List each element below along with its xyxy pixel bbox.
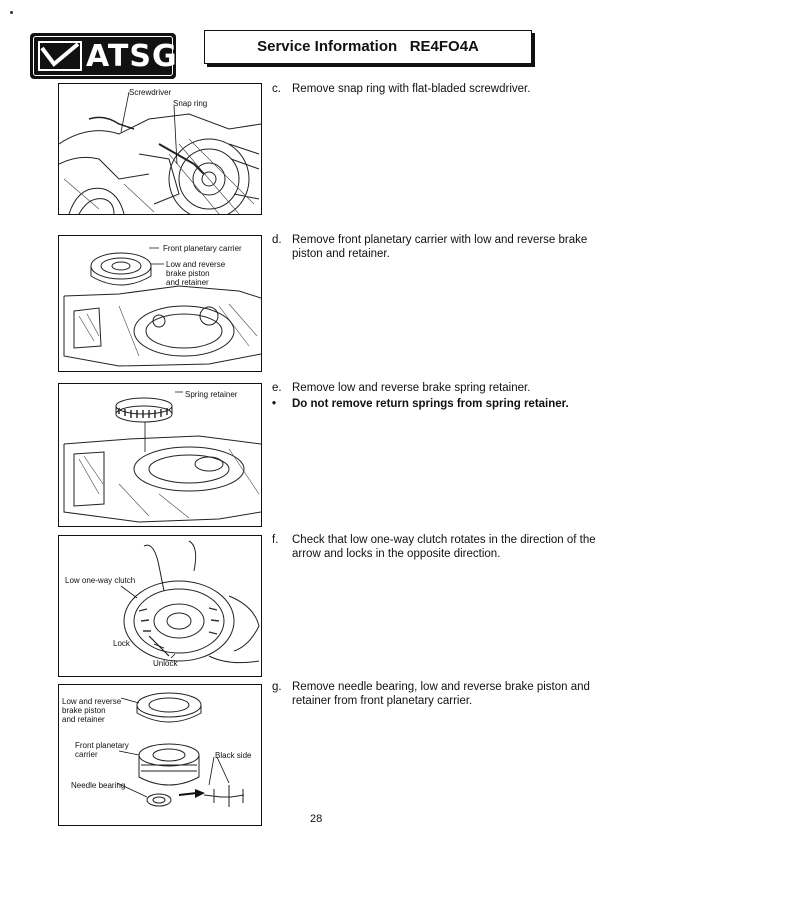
label-front-planetary-carrier: Front planetary carrier: [75, 741, 129, 759]
figure-c: [58, 83, 262, 215]
bullet-icon: •: [272, 398, 277, 410]
label-lock: Lock: [113, 639, 130, 648]
logo-text: ATSG: [86, 39, 178, 74]
label-black-side: Black side: [215, 751, 252, 760]
label-spring-retainer: Spring retainer: [185, 390, 238, 399]
label-snap-ring: Snap ring: [173, 99, 208, 108]
label-screwdriver: Screwdriver: [129, 88, 172, 97]
label-front-planetary-carrier: Front planetary carrier: [163, 244, 242, 253]
step-text: Check that low one-way clutch rotates in the direction of the arrow and locks in the opposite direction.: [292, 534, 596, 560]
title-box: [204, 30, 532, 64]
figure-f-drawing: [59, 536, 261, 676]
step-text: Remove front planetary carrier with low and reverse brake piston and retainer.: [292, 234, 588, 260]
page-number: 28: [310, 813, 323, 825]
figure-e-drawing: [59, 384, 261, 526]
label-low-reverse-brake-piston-retainer: Low and reverse brake piston and retainer: [62, 697, 122, 724]
step-letter: e.: [272, 382, 282, 394]
page-title: [205, 38, 531, 55]
scan-speck: [10, 11, 13, 14]
figure-g: [58, 684, 262, 826]
logo-check-icon: [38, 40, 82, 72]
label-needle-bearing: Needle bearing: [71, 781, 126, 790]
step-text: Remove low and reverse brake spring retainer.: [292, 382, 531, 394]
step-letter: f.: [272, 534, 279, 546]
label-low-reverse-brake-piston: Low and reverse brake piston and retainer: [166, 260, 226, 287]
title-model: RE4FO4A: [409, 38, 479, 55]
step-text: Remove snap ring with flat-bladed screwdriver.: [292, 83, 531, 95]
label-low-one-way-clutch: Low one-way clutch: [65, 576, 136, 585]
title-label: Service Information: [257, 38, 398, 55]
step-text: Remove needle bearing, low and reverse brake piston and retainer from front planetary carrier.: [292, 681, 590, 707]
figure-d-drawing: [59, 236, 261, 371]
atsg-logo: [30, 33, 176, 79]
step-letter: g.: [272, 681, 282, 693]
step-letter: d.: [272, 234, 282, 246]
figure-f: [58, 535, 262, 677]
label-unlock: Unlock: [153, 659, 178, 668]
figure-c-drawing: [59, 84, 261, 214]
figure-d: [58, 235, 262, 372]
step-letter: c.: [272, 83, 281, 95]
warning-text: Do not remove return springs from spring retainer.: [292, 398, 569, 410]
figure-e: [58, 383, 262, 527]
